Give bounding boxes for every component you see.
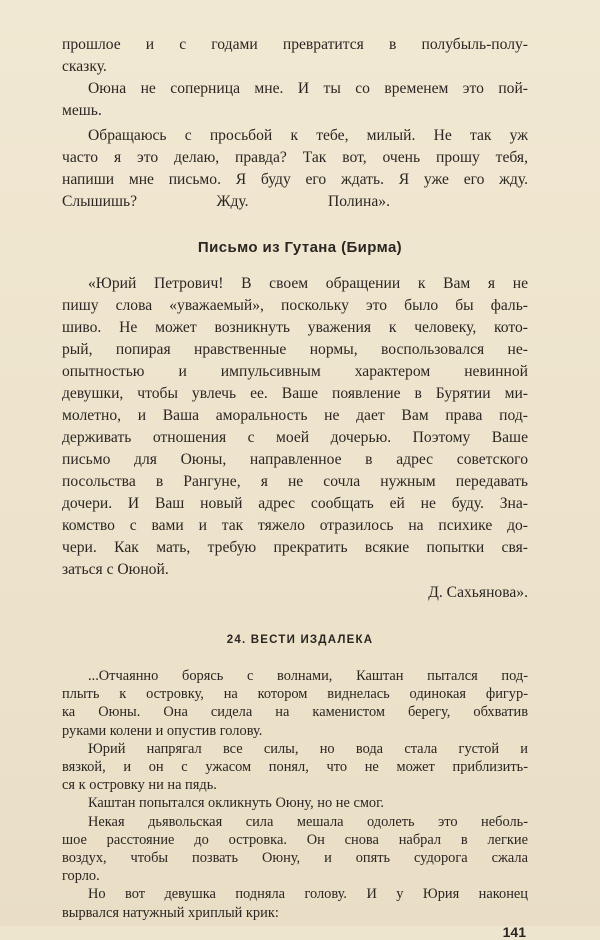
signature: Д. Сахьянова». xyxy=(428,584,528,601)
text-line: мешь. xyxy=(62,102,102,119)
text-line: молетно, и Ваша аморальность не дает Вам права под- xyxy=(62,407,528,424)
text-line: горло. xyxy=(62,868,100,885)
letter-heading: Письмо из Гутана (Бирма) xyxy=(197,239,403,256)
text-line: шиво. Не может возникнуть уважения к человеку, кото- xyxy=(62,319,528,336)
text-line: Обращаюсь с просьбой к тебе, милый. Не так уж xyxy=(88,127,528,144)
text-line: Некая дьявольская сила мешала одолеть это неболь- xyxy=(88,813,528,830)
page-number: 141 xyxy=(502,923,526,940)
chapter-heading: 24. ВЕСТИ ИЗДАЛЕКА xyxy=(226,634,374,646)
text-line: напиши мне письмо. Я буду его ждать. Я уже его жду. xyxy=(62,171,528,188)
text-line: ся к островку ни на пядь. xyxy=(62,777,217,794)
text-line: чери. Как мать, требую прекратить всякие попытки свя- xyxy=(62,539,528,556)
text-line: девушки, чтобы увлечь ее. Ваше появление в Бурятии ми- xyxy=(62,385,528,402)
text-line: Но вот девушка подняла голову. И у Юрия наконец xyxy=(88,886,528,903)
text-line: письмо для Оюны, направленное в адрес советского xyxy=(62,451,528,468)
text-line: Юрий напрягал все силы, но вода стала густой и xyxy=(88,740,528,757)
text-line: сказку. xyxy=(62,58,107,75)
text-line: воздух, чтобы позвать Оюну, и опять судорога сжала xyxy=(62,850,528,866)
text-line: ...Отчаянно борясь с волнами, Каштан пытался под- xyxy=(88,668,528,684)
text-line: Каштан попытался окликнуть Оюну, но не смог. xyxy=(88,795,385,812)
text-line: пишу слова «уважаемый», поскольку это было бы фаль- xyxy=(62,297,528,314)
text-line: держивать отношения с моей дочерью. Поэтому Ваше xyxy=(62,429,528,446)
text-line: часто я это делаю, правда? Так вот, очень прошу тебя, xyxy=(62,149,528,166)
text-line: дочери. И Ваш новый адрес сообщать ей не буду. Зна- xyxy=(62,495,528,512)
text-line: опытностью и импульсивным характером невинной xyxy=(62,363,528,380)
text-line: посольства в Рангуне, я не сочла нужным передавать xyxy=(62,473,528,490)
text-line: вырвался натужный хриплый крик: xyxy=(62,904,279,921)
text-line: «Юрий Петрович! В своем обращении к Вам я не xyxy=(88,275,528,292)
text-line: руками колени и опустив голову. xyxy=(62,722,263,739)
text-line: рый, попирая нравственные нормы, воспользовался не- xyxy=(62,341,528,358)
text-line: комство с вами и так тяжело отразилось на психике до- xyxy=(62,517,528,534)
text-line: ка Оюны. Она сидела на каменистом берегу, обхватив xyxy=(62,704,528,721)
text-line: Оюна не соперница мне. И ты со временем это пой- xyxy=(88,80,528,97)
text-line: вязкой, и он с ужасом понял, что не может приблизить- xyxy=(62,759,528,775)
text-line: шое расстояние до островка. Он снова набрал в легкие xyxy=(62,831,528,848)
text-line: плыть к островку, на котором виднелась одинокая фигур- xyxy=(62,686,528,703)
text-line: Слышишь? Жду. Полина». xyxy=(62,193,390,210)
text-line: заться с Оюной. xyxy=(62,561,169,578)
text-line: прошлое и с годами превратится в полубыль-полу- xyxy=(62,36,528,53)
